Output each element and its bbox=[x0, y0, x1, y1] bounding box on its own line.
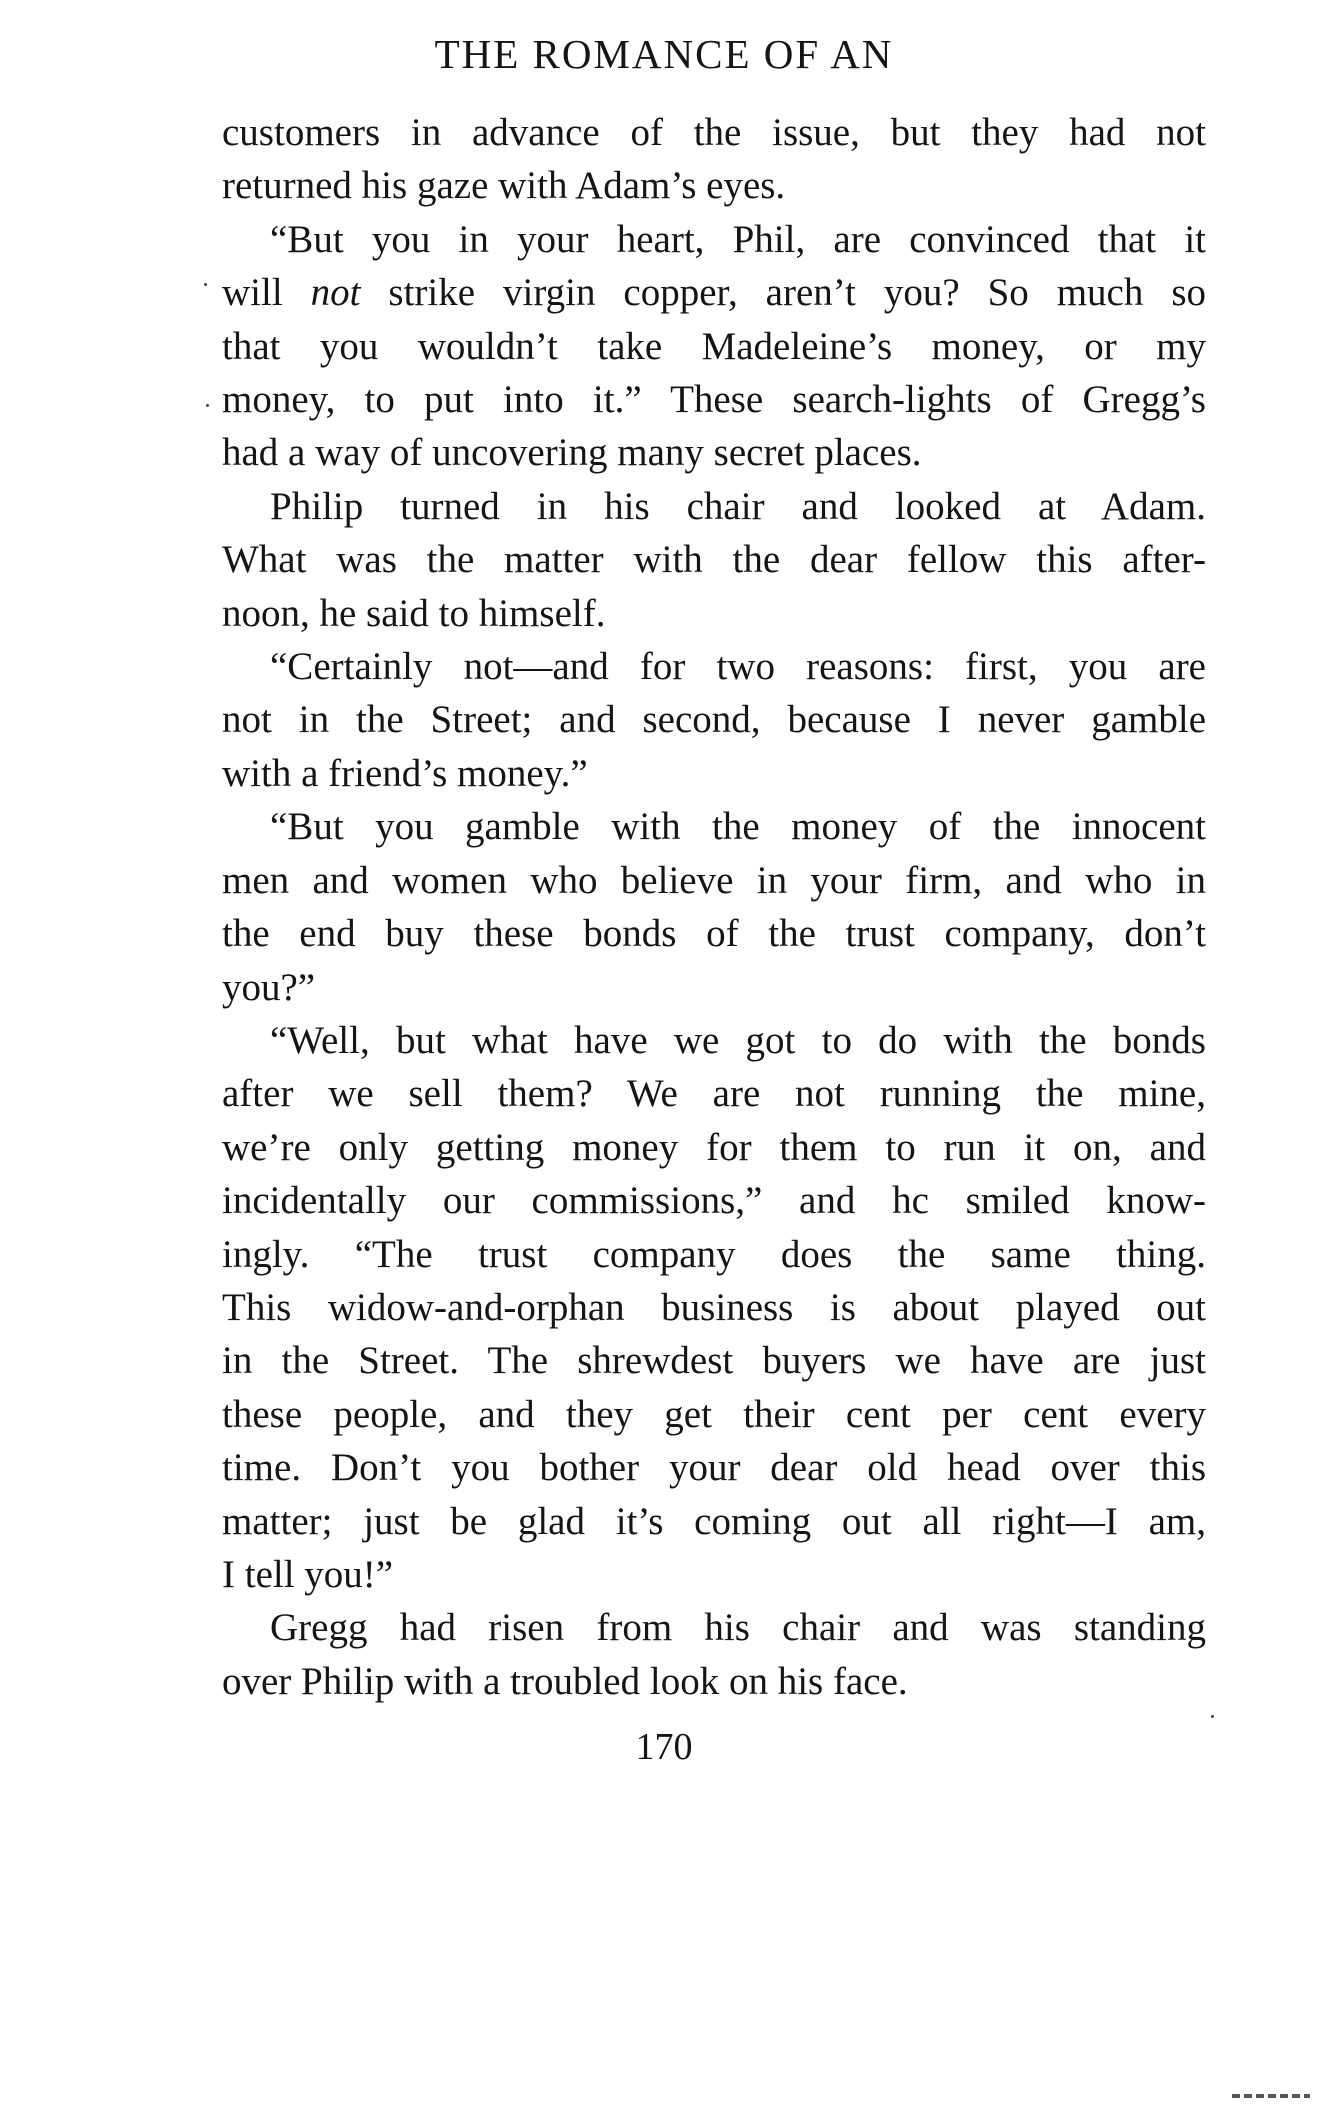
text-line: that you wouldn’t take Madeleine’s money, or my bbox=[222, 324, 1206, 368]
text-line: over Philip with a troubled look on his face. bbox=[222, 1659, 908, 1703]
text-line: ingly. “The trust company does the same thing. bbox=[222, 1232, 1206, 1276]
text-line: after we sell them? We are not running the mine, bbox=[222, 1072, 1206, 1116]
text-line: men and women who believe in your firm, and who in bbox=[222, 858, 1206, 902]
text-line: I tell you!” bbox=[222, 1552, 394, 1596]
text-line: returned his gaze with Adam’s eyes. bbox=[222, 164, 786, 208]
text-fragment: strike virgin copper, aren’t you? So much so bbox=[360, 271, 1206, 315]
emphasis: not bbox=[310, 271, 361, 315]
text-line: you?” bbox=[222, 965, 316, 1009]
text-line: time. Don’t you bother your dear old head over this bbox=[222, 1446, 1206, 1490]
text-line: in the Street. The shrewdest buyers we have are just bbox=[222, 1339, 1206, 1383]
text-line bbox=[222, 266, 1206, 319]
text-line: incidentally our commissions,” and hc smiled know- bbox=[222, 1179, 1206, 1223]
paragraph bbox=[222, 106, 1206, 213]
text-line: had a way of uncovering many secret places. bbox=[222, 431, 922, 475]
scan-edge-mark bbox=[1232, 2094, 1310, 2098]
text-line: with a friend’s money.” bbox=[222, 751, 588, 795]
text-line: we’re only getting money for them to run it on, and bbox=[222, 1125, 1206, 1169]
paragraph bbox=[222, 480, 1206, 640]
body-text bbox=[222, 106, 1206, 1708]
paragraph bbox=[222, 1014, 1206, 1601]
paragraph bbox=[222, 800, 1206, 1014]
text-line: the end buy these bonds of the trust company, don’t bbox=[222, 912, 1206, 956]
text-line: Gregg had risen from his chair and was standing bbox=[270, 1606, 1206, 1650]
print-speck bbox=[204, 283, 207, 286]
paragraph bbox=[222, 1601, 1206, 1708]
text-line: these people, and they get their cent per cent every bbox=[222, 1392, 1206, 1436]
text-line: money, to put into it.” These search-lights of Gregg’s bbox=[222, 378, 1206, 422]
text-line: What was the matter with the dear fellow this after- bbox=[222, 538, 1206, 582]
running-head: THE ROMANCE OF AN bbox=[434, 31, 894, 77]
text-line: “Certainly not—and for two reasons: first, you are bbox=[270, 645, 1206, 689]
text-line: matter; just be glad it’s coming out all right—I am, bbox=[222, 1499, 1206, 1543]
print-speck bbox=[1211, 1715, 1214, 1718]
paragraph bbox=[222, 640, 1206, 800]
text-line: not in the Street; and second, because I never gamble bbox=[222, 698, 1206, 742]
text-line: This widow-and-orphan business is about played out bbox=[222, 1285, 1206, 1329]
text-line: noon, he said to himself. bbox=[222, 591, 606, 635]
paragraph bbox=[222, 213, 1206, 480]
print-speck bbox=[206, 404, 209, 407]
text-line: “Well, but what have we got to do with the bonds bbox=[270, 1018, 1206, 1062]
text-line: “But you in your heart, Phil, are convinced that it bbox=[270, 217, 1206, 261]
page-number: 170 bbox=[635, 1726, 693, 1768]
text-line: Philip turned in his chair and looked at Adam. bbox=[270, 484, 1206, 528]
text-line: “But you gamble with the money of the innocent bbox=[270, 805, 1206, 849]
text-line: customers in advance of the issue, but they had not bbox=[222, 111, 1206, 154]
text-fragment: will bbox=[222, 271, 311, 315]
